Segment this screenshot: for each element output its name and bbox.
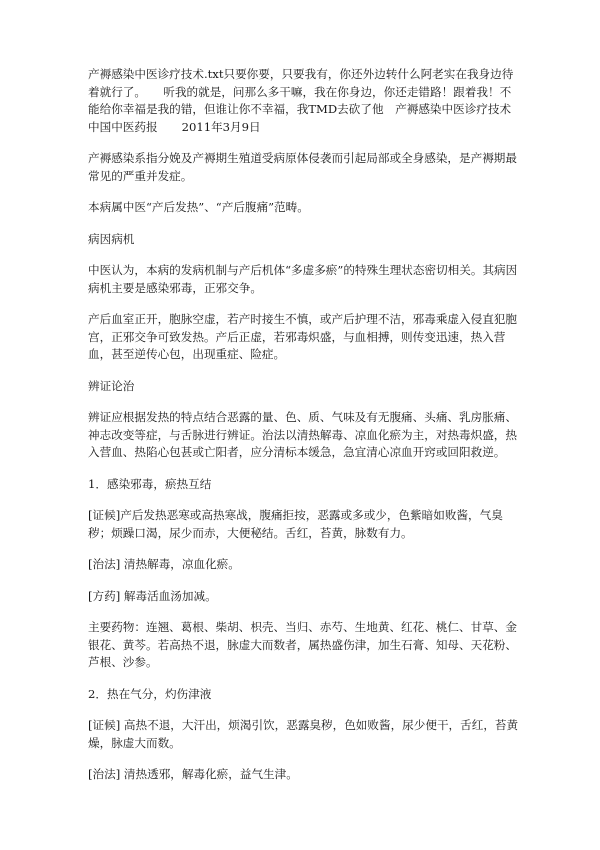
section-heading-etiology: 病因病机 bbox=[88, 231, 135, 246]
therapy-2: [治法] 清热透邪，解毒化瘀，益气生津。 bbox=[88, 767, 298, 781]
paragraph-treatment: 辨证应根据发热的特点结合恶露的量、色、质、气味及有无腹痛、头痛、乳房胀痛、神志改变等症，与舌脉进行辨证。治法以清热解毒、凉血化瘀为主，对热毒炽盛，热入营血、热陷心包甚或亡阳者，应分清标本缓急，急宜清心凉血开窍或回阳救逆。 bbox=[88, 410, 517, 459]
publish-date: 2011年3月9日 bbox=[181, 119, 261, 134]
source-line bbox=[88, 119, 520, 137]
header-line: 产褥感染中医诊疗技术.txt只要你要，只要我有，你还外边转什么阿老实在我身边待着就行了。 听我的就是，问那么多干嘛，我在你身边，你还走错路！跟着我！不能给你幸福是我的错，但谁让你不幸福，我TMD去砍了他 产褥感染中医诊疗技术 bbox=[88, 67, 514, 116]
subsection-title-2: 2．热在气分，灼伤津液 bbox=[88, 686, 212, 701]
paragraph-category: 本病属中医“产后发热”、“产后腹痛”范畴。 bbox=[88, 200, 309, 214]
document-page bbox=[88, 66, 520, 784]
section-heading-treatment: 辨证论治 bbox=[88, 378, 135, 393]
therapy-1: [治法] 清热解毒，凉血化瘀。 bbox=[88, 557, 240, 571]
source-name: 中国中医药报 bbox=[88, 119, 158, 134]
paragraph-etiology-1: 中医认为，本病的发病机制与产后机体“多虚多瘀”的特殊生理状态密切相关。其病因病机主要是感染邪毒，正邪交争。 bbox=[88, 263, 518, 295]
syndrome-2: [证候] 高热不退，大汗出，烦渴引饮，恶露臭秽，色如败酱，尿少便干，舌红，苔黄燥，脉虚大而数。 bbox=[88, 718, 519, 750]
prescription-1: [方药] 解毒活血汤加减。 bbox=[88, 588, 217, 603]
paragraph-definition: 产褥感染系指分娩及产褥期生殖道受病原体侵袭而引起局部或全身感染，是产褥期最常见的严重并发症。 bbox=[88, 151, 517, 183]
subsection-title-1: 1．感染邪毒，瘀热互结 bbox=[88, 476, 212, 491]
syndrome-1: [证候]产后发热恶寒或高热寒战，腹痛拒按，恶露或多或少，色紫暗如败酱，气臭秽；烦躁口渴，尿少而赤，大便秘结。舌红，苔黄，脉数有力。 bbox=[88, 508, 503, 540]
paragraph-etiology-2: 产后血室正开，胞脉空虚，若产时接生不慎，或产后护理不洁，邪毒乘虚入侵直犯胞宫，正邪交争可致发热。产后正虚，若邪毒炽盛，与血相搏，则传变迅速，热入营血，甚至逆传心包，出现重症、险症。 bbox=[88, 312, 517, 361]
drugs-1: 主要药物：连翘、葛根、柴胡、枳壳、当归、赤芍、生地黄、红花、桃仁、甘草、金银花、黄芩。若高热不退，脉虚大而数者，属热盛伤津，加生石膏、知母、天花粉、芦根、沙参。 bbox=[88, 620, 517, 669]
